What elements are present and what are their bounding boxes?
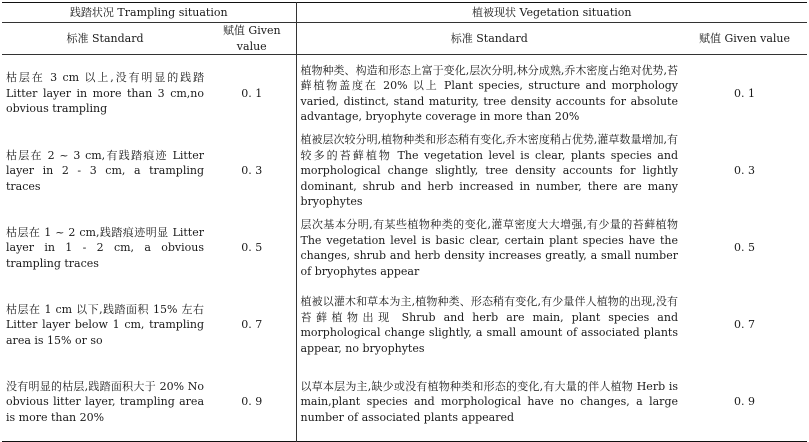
trampling-value-cell: 0. 3 (208, 132, 296, 210)
trampling-value-cell: 0. 9 (208, 364, 296, 442)
vegetation-standard-header: 标准 Standard (450, 31, 528, 45)
table-row (2, 287, 807, 364)
trampling-group-header: 践踏状况 Trampling situation (2, 3, 296, 23)
vegetation-value-cell: 0. 1 (734, 86, 755, 100)
group-header-row (2, 3, 807, 23)
trampling-standard-cell: 枯层在 1 ~ 2 cm,践踏痕迹明显 Litter layer in 1 - 2 cm, a obvious trampling traces (6, 225, 204, 270)
vegetation-value-cell: 0. 3 (734, 164, 755, 177)
vegetation-standard-cell: 以草本层为主,缺少或没有植物种类和形态的变化,有大量的伴人植物 Herb is main,plant species and morphological have no changes, a large number of associated plants appeared (300, 379, 678, 424)
table-row (2, 210, 807, 287)
trampling-standard-cell: 枯层在 2 ~ 3 cm,有践踏痕迹 Litter layer in 2 - 3 cm, a trampling traces (6, 148, 204, 193)
trampling-value-cell: 0. 7 (208, 287, 296, 364)
vegetation-value-header: 赋值 Given value (699, 31, 790, 45)
evaluation-table (2, 2, 807, 442)
vegetation-standard-cell: 植被层次较分明,植物种类和形态稍有变化,乔木密度稍占优势,灌草数量增加,有较多的苔藓植物 The vegetation level is clear, plants species and morphological change slightly, tree density accounts for lightly dominant, shrub and herb increased in number, there are many bryophytes (300, 133, 678, 208)
table-row (2, 55, 807, 133)
trampling-value-cell: 0. 5 (208, 210, 296, 287)
column-header-row (2, 23, 807, 55)
vegetation-standard-cell: 植物种类、构造和形态上富于变化,层次分明,林分成熟,乔木密度占绝对优势,苔藓植物盖度在 20% 以上 Plant species, structure and morphology varied, distinct, stand maturity, tree density accounts for absolute advantage, bryophyte coverage in more than 20% (300, 63, 678, 123)
trampling-value-cell: 0. 1 (208, 55, 296, 133)
trampling-standard-cell: 枯层在 3 cm 以上,没有明显的践踏 Litter layer in more than 3 cm,no obvious trampling (6, 71, 204, 116)
vegetation-value-cell: 0. 5 (734, 241, 755, 255)
vegetation-standard-cell: 植被以灌木和草本为主,植物种类、形态稍有变化,有少量伴人植物的出现,没有苔藓植物出现 Shrub and herb are main, plant species and morphological change slightly, a small amount of associated plants appear, no bryophytes (300, 295, 678, 355)
trampling-value-header: 赋值 Given value (208, 23, 296, 55)
vegetation-group-header: 植被现状 Vegetation situation (296, 3, 807, 23)
trampling-standard-cell: 枯层在 1 cm 以下,践踏面积 15% 左右 Litter layer below 1 cm, trampling area is 15% or so (6, 302, 204, 347)
trampling-standard-cell: 没有明显的枯层,践踏面积大于 20% No obvious litter layer, trampling area is more than 20% (6, 379, 204, 424)
vegetation-standard-cell: 层次基本分明,有某些植物种类的变化,灌草密度大大增强,有少量的苔藓植物 The vegetation level is basic clear, certain plant species have the changes, shrub and herb density increases greatly, a small number of bryophytes appear (300, 218, 678, 278)
trampling-standard-header: 标准 Standard (66, 31, 144, 45)
table-row (2, 364, 807, 442)
vegetation-value-cell: 0. 7 (734, 318, 755, 332)
table-row (2, 132, 807, 210)
vegetation-value-cell: 0. 9 (734, 395, 755, 409)
